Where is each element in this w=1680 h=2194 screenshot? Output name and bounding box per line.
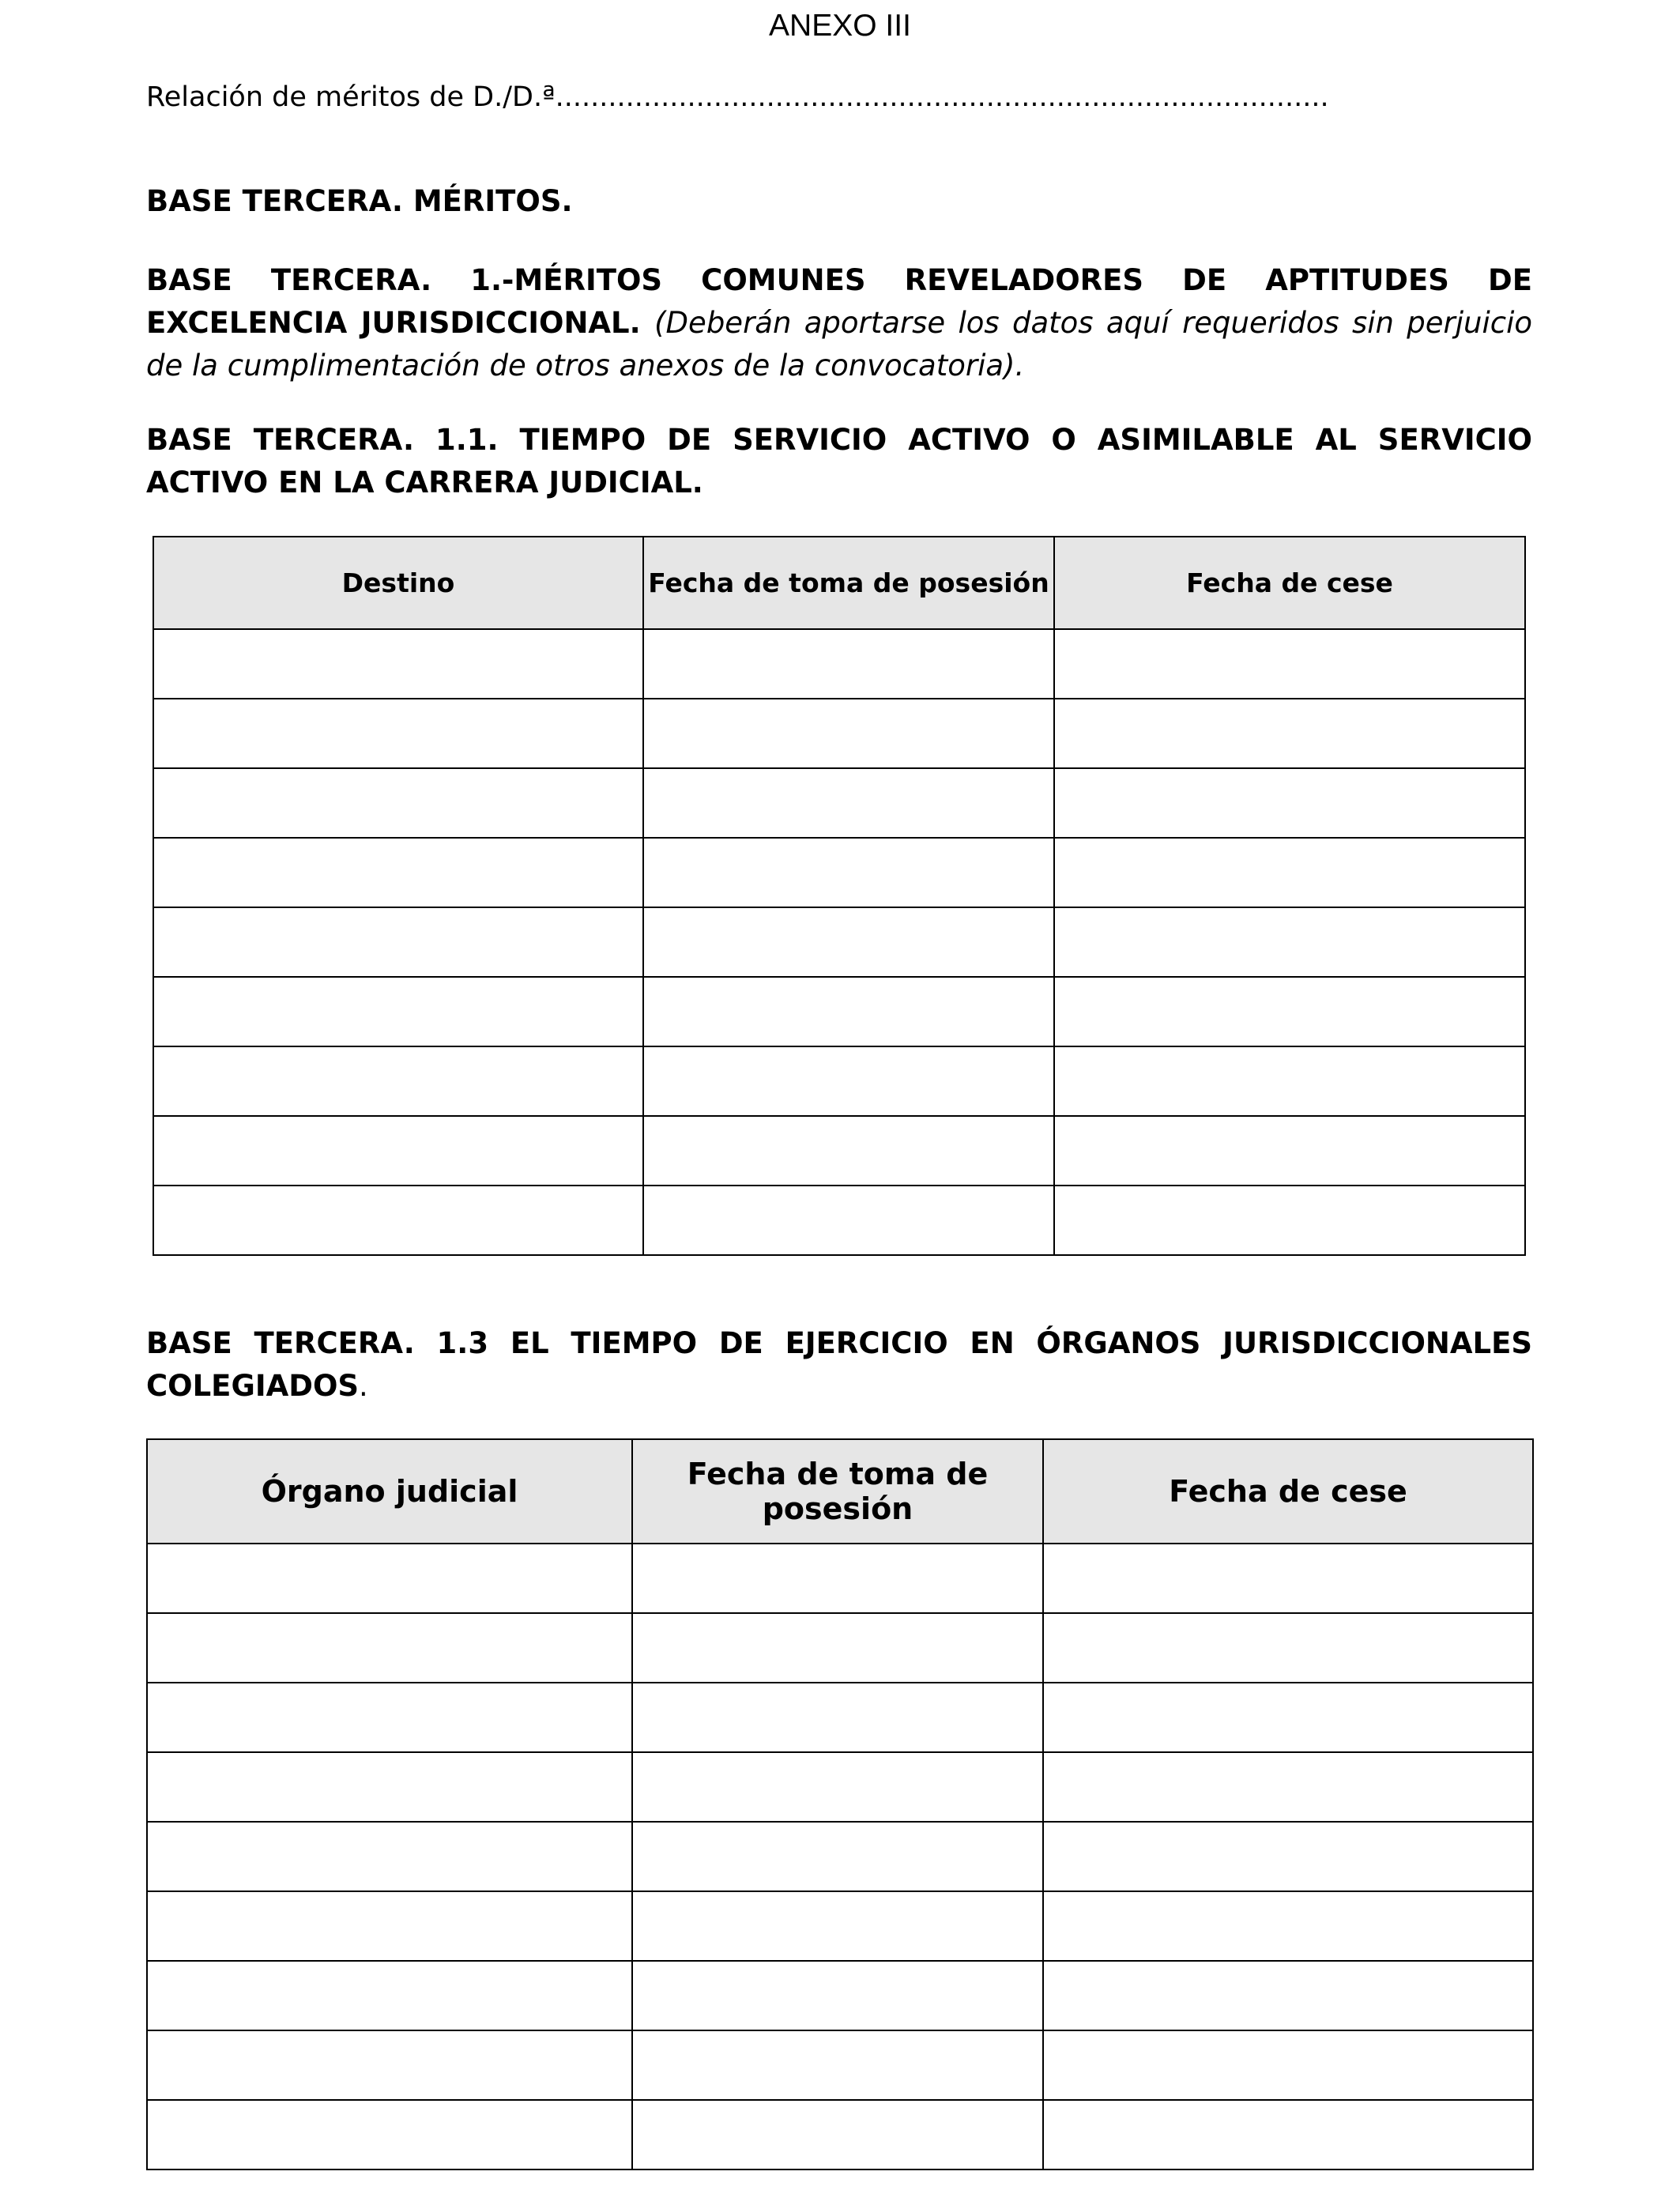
section-1-heading bbox=[146, 259, 1532, 387]
table-cell[interactable] bbox=[1054, 1186, 1525, 1255]
table-cell[interactable] bbox=[1043, 1891, 1533, 1961]
collegiate-organs-table bbox=[146, 1438, 1534, 2170]
table-cell[interactable] bbox=[1043, 1683, 1533, 1752]
section-1-3-text: BASE TERCERA. 1.3 EL TIEMPO DE EJERCICIO EN ÓRGANOS JURISDICCIONALES COLEGIADOS bbox=[146, 1326, 1532, 1403]
table-row bbox=[147, 1891, 1533, 1961]
table-cell[interactable] bbox=[1054, 1116, 1525, 1186]
table-header-row bbox=[153, 537, 1525, 629]
column-header-organo-judicial: Órgano judicial bbox=[147, 1439, 632, 1544]
table-cell[interactable] bbox=[153, 977, 643, 1046]
table-row bbox=[153, 838, 1525, 907]
table-cell[interactable] bbox=[147, 1544, 632, 1613]
table-cell[interactable] bbox=[1043, 1544, 1533, 1613]
column-header-fecha-cese: Fecha de cese bbox=[1043, 1439, 1533, 1544]
table-cell[interactable] bbox=[643, 977, 1054, 1046]
table-cell[interactable] bbox=[147, 1961, 632, 2030]
column-header-fecha-toma: Fecha de toma de posesión bbox=[643, 537, 1054, 629]
column-header-fecha-cese: Fecha de cese bbox=[1054, 537, 1525, 629]
table-cell[interactable] bbox=[153, 699, 643, 768]
table-cell[interactable] bbox=[153, 838, 643, 907]
section-1-3-period: . bbox=[359, 1369, 368, 1403]
table-cell[interactable] bbox=[632, 1961, 1043, 2030]
table-cell[interactable] bbox=[147, 2100, 632, 2169]
table-cell[interactable] bbox=[1043, 1961, 1533, 2030]
service-time-table bbox=[153, 536, 1526, 1256]
section-1-note: (Deberán aportarse los datos aquí requeridos sin perjuicio de la cumplimentación de otros anexos de la convocatoria). bbox=[146, 306, 1532, 383]
table-row bbox=[153, 907, 1525, 977]
table-cell[interactable] bbox=[153, 907, 643, 977]
table-cell[interactable] bbox=[643, 629, 1054, 699]
table-cell[interactable] bbox=[1054, 1046, 1525, 1116]
table-row bbox=[147, 1961, 1533, 2030]
table-cell[interactable] bbox=[1043, 1752, 1533, 1822]
table-cell[interactable] bbox=[643, 1186, 1054, 1255]
table-cell[interactable] bbox=[643, 1116, 1054, 1186]
table-cell[interactable] bbox=[632, 1891, 1043, 1961]
table-row bbox=[153, 1046, 1525, 1116]
table-row bbox=[153, 977, 1525, 1046]
table-cell[interactable] bbox=[643, 907, 1054, 977]
table-cell[interactable] bbox=[643, 768, 1054, 838]
table-cell[interactable] bbox=[147, 1891, 632, 1961]
table-cell[interactable] bbox=[643, 699, 1054, 768]
table-cell[interactable] bbox=[153, 1116, 643, 1186]
table-cell[interactable] bbox=[153, 768, 643, 838]
annex-title: ANEXO III bbox=[769, 9, 911, 43]
section-1-bold: EXCELENCIA JURISDICCIONAL. bbox=[146, 306, 641, 340]
section-1-3-heading bbox=[146, 1322, 1532, 1408]
table-row bbox=[147, 1752, 1533, 1822]
table-cell[interactable] bbox=[632, 2100, 1043, 2169]
section-1-1-heading: BASE TERCERA. 1.1. TIEMPO DE SERVICIO ACTIVO O ASIMILABLE AL SERVICIO ACTIVO EN LA CARRERA JUDICIAL. bbox=[146, 423, 1532, 499]
table-row bbox=[153, 1116, 1525, 1186]
table-cell[interactable] bbox=[1054, 699, 1525, 768]
table-cell[interactable] bbox=[632, 1544, 1043, 1613]
table-cell[interactable] bbox=[1054, 977, 1525, 1046]
table-cell[interactable] bbox=[147, 1683, 632, 1752]
table-cell[interactable] bbox=[1043, 1613, 1533, 1683]
table-cell[interactable] bbox=[632, 1613, 1043, 1683]
table-cell[interactable] bbox=[643, 838, 1054, 907]
table-cell[interactable] bbox=[1054, 629, 1525, 699]
table-row bbox=[147, 1613, 1533, 1683]
relacion-line: Relación de méritos de D./D.ª........................................................................................ bbox=[146, 81, 1329, 113]
table-cell[interactable] bbox=[153, 629, 643, 699]
table-cell[interactable] bbox=[147, 1613, 632, 1683]
table-cell[interactable] bbox=[153, 1186, 643, 1255]
column-header-fecha-toma: Fecha de toma de posesión bbox=[632, 1439, 1043, 1544]
table-row bbox=[153, 699, 1525, 768]
table-row bbox=[153, 629, 1525, 699]
base-meritos-heading: BASE TERCERA. MÉRITOS. bbox=[146, 184, 573, 218]
table-cell[interactable] bbox=[1043, 2030, 1533, 2100]
table-cell[interactable] bbox=[632, 1752, 1043, 1822]
table-row bbox=[147, 1683, 1533, 1752]
table-row bbox=[153, 1186, 1525, 1255]
table-row bbox=[147, 2030, 1533, 2100]
table-cell[interactable] bbox=[147, 2030, 632, 2100]
table-cell[interactable] bbox=[1054, 838, 1525, 907]
section-1-body bbox=[146, 302, 1532, 387]
table-header-row bbox=[147, 1439, 1533, 1544]
section-1-line1: BASE TERCERA. 1.-MÉRITOS COMUNES REVELADORES DE APTITUDES DE bbox=[146, 263, 1532, 297]
table-row bbox=[153, 768, 1525, 838]
table-cell[interactable] bbox=[632, 2030, 1043, 2100]
table-cell[interactable] bbox=[1054, 907, 1525, 977]
table-cell[interactable] bbox=[1054, 768, 1525, 838]
table-cell[interactable] bbox=[1043, 1822, 1533, 1891]
table-cell[interactable] bbox=[632, 1683, 1043, 1752]
table-cell[interactable] bbox=[1043, 2100, 1533, 2169]
table-row bbox=[147, 2100, 1533, 2169]
table-row bbox=[147, 1822, 1533, 1891]
table-cell[interactable] bbox=[147, 1822, 632, 1891]
table-row bbox=[147, 1544, 1533, 1613]
table-cell[interactable] bbox=[643, 1046, 1054, 1116]
table-cell[interactable] bbox=[153, 1046, 643, 1116]
table-cell[interactable] bbox=[632, 1822, 1043, 1891]
table-cell[interactable] bbox=[147, 1752, 632, 1822]
column-header-destino: Destino bbox=[153, 537, 643, 629]
